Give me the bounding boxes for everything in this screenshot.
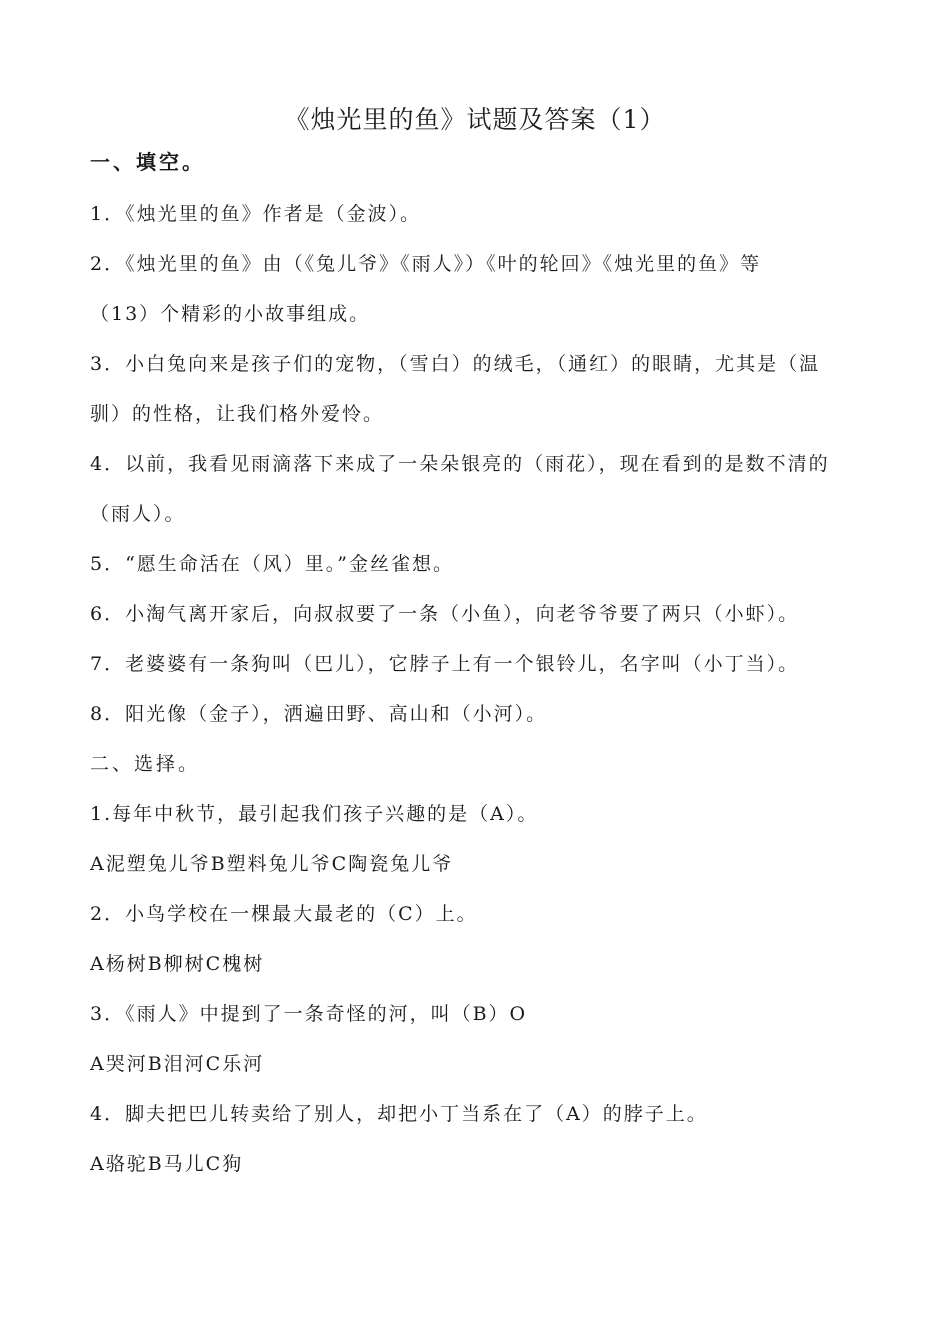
section-heading-fill-in: 一、填空。	[90, 150, 205, 174]
fill-item-7: 7．老婆婆有一条狗叫（巴儿），它脖子上有一个银铃儿，名字叫（小丁当）。	[90, 653, 800, 675]
choice-question-2: 2．小鸟学校在一棵最大最老的（C）上。	[90, 903, 478, 925]
fill-item-3-cont: 驯）的性格，让我们格外爱怜。	[90, 403, 385, 425]
fill-item-3: 3．小白兔向来是孩子们的宠物，（雪白）的绒毛，（通红）的眼睛，尤其是（温	[90, 353, 821, 375]
choice-question-4: 4．脚夫把巴儿转卖给了别人，却把小丁当系在了（A）的脖子上。	[90, 1103, 708, 1125]
fill-item-2: 2．《烛光里的鱼》由（《兔儿爷》《雨人》）《叶的轮回》《烛光里的鱼》等	[90, 253, 762, 275]
fill-item-5: 5．“愿生命活在（风）里。”金丝雀想。	[90, 553, 455, 575]
fill-item-6: 6．小淘气离开家后，向叔叔要了一条（小鱼），向老爷爷要了两只（小虾）。	[90, 603, 800, 625]
document-title: 《烛光里的鱼》试题及答案（1）	[284, 105, 666, 134]
choice-options-4: A骆驼B马儿C狗	[90, 1153, 244, 1175]
section-heading-choice: 二、选择。	[90, 753, 201, 775]
choice-question-3: 3．《雨人》中提到了一条奇怪的河，叫（B）O	[90, 1003, 528, 1025]
fill-item-4: 4．以前，我看见雨滴落下来成了一朵朵银亮的（雨花），现在看到的是数不清的	[90, 453, 830, 475]
fill-item-1: 1．《烛光里的鱼》作者是（金波）。	[90, 203, 422, 225]
fill-item-2-cont: （13）个精彩的小故事组成。	[90, 303, 371, 325]
fill-item-8: 8．阳光像（金子），洒遍田野、高山和（小河）。	[90, 703, 548, 725]
choice-options-1: A泥塑兔儿爷B塑料兔儿爷C陶瓷兔儿爷	[90, 853, 454, 875]
fill-item-4-cont: （雨人）。	[90, 503, 186, 525]
choice-options-3: A哭河B泪河C乐河	[90, 1053, 265, 1075]
choice-options-2: A杨树B柳树C槐树	[90, 953, 265, 975]
choice-question-1: 1.每年中秋节，最引起我们孩子兴趣的是（A）。	[90, 803, 539, 825]
